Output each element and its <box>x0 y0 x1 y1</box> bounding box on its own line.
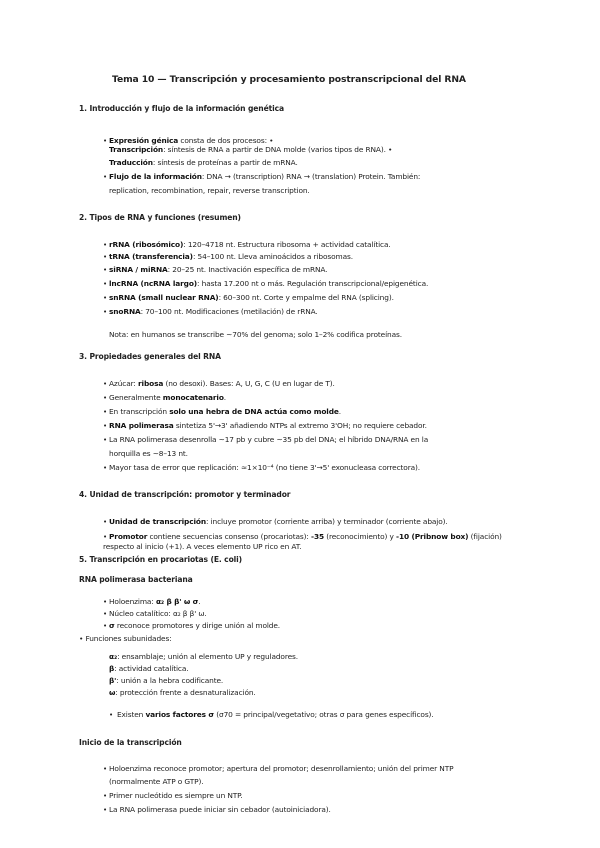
bullet: • <box>109 711 114 719</box>
bullet: • <box>103 533 108 541</box>
s1-line-2: Transcripción: síntesis de RNA a partir de DNA molde (varios tipos de RNA). • <box>109 145 393 154</box>
s1-line-3: Traducción: síntesis de proteínas a partir de mRNA. <box>109 158 298 167</box>
section-2-heading: 2. Tipos de RNA y funciones (resumen) <box>79 213 241 222</box>
s4-item-cont: respecto al inicio (+1). A veces elemento UP rico en AT. <box>103 542 302 551</box>
bullet: • <box>103 792 108 800</box>
subunit-alpha: α₂: ensamblaje; unión al elemento UP y reguladores. <box>109 652 298 661</box>
s3-item: La RNA polimerasa desenrolla ~17 pb y cubre ~35 pb del DNA; el híbrido DNA/RNA en la <box>109 435 429 444</box>
s3-item: RNA polimerasa sintetiza 5'→3' añadiendo NTPs al extremo 3'OH; no requiere cebador. <box>109 421 427 430</box>
s3-item: Azúcar: ribosa (no desoxi). Bases: A, U, G, C (U en lugar de T). <box>109 379 335 388</box>
s3-item: En transcripción solo una hebra de DNA actúa como molde. <box>109 407 342 416</box>
s5-functions-label: • Funciones subunidades: <box>79 634 172 643</box>
bullet: • <box>103 464 108 472</box>
bullet: • <box>103 173 108 181</box>
s4-item: Unidad de transcripción: incluye promotor (corriente arriba) y terminador (corriente abajo). <box>109 517 448 526</box>
rna-type-item: rRNA (ribosómico): 120–4718 nt. Estructura ribosoma + actividad catalítica. <box>109 240 391 249</box>
s2-note: Nota: en humanos se transcribe ~70% del genoma; solo 1–2% codifica proteínas. <box>109 330 402 339</box>
s1-line-4: Flujo de la información: DNA → (transcription) RNA → (translation) Protein. También: <box>109 172 421 181</box>
s5-item: Núcleo catalítico: α₂ β β' ω. <box>109 609 207 618</box>
bullet: • <box>103 408 108 416</box>
bullet: • <box>103 294 108 302</box>
section-5-heading: 5. Transcripción en procariotas (E. coli) <box>79 555 242 564</box>
bullet: • <box>103 280 108 288</box>
init-item: Holoenzima reconoce promotor; apertura del promotor; desenrollamiento; unión del primer NTP <box>109 764 454 773</box>
s3-item: Mayor tasa de error que replicación: ≈1×10⁻⁴ (no tiene 3'→5' exonucleasa correctora). <box>109 463 421 472</box>
s5-item: σ reconoce promotores y dirige unión al molde. <box>109 621 281 630</box>
bullet: • <box>103 422 108 430</box>
init-heading: Inicio de la transcripción <box>79 738 182 747</box>
s3-item-cont: horquilla es ~8–13 nt. <box>109 449 188 458</box>
bullet: • <box>103 380 108 388</box>
rna-type-item: snRNA (small nuclear RNA): 60–300 nt. Corte y empalme del RNA (splicing). <box>109 293 394 302</box>
bullet: • <box>103 394 108 402</box>
s5-item: Holoenzima: α₂ β β' ω σ. <box>109 597 201 606</box>
bullet: • <box>103 765 108 773</box>
s1-line-5: replication, recombination, repair, reverse transcription. <box>109 186 310 195</box>
section-1-heading: 1. Introducción y flujo de la información genética <box>79 104 285 113</box>
subunit-beta: β: actividad catalítica. <box>109 664 189 673</box>
bullet: • <box>103 806 108 814</box>
section-4-heading: 4. Unidad de transcripción: promotor y terminador <box>79 490 291 499</box>
s5-sigma-factors: Existen varios factores σ (σ70 = principal/vegetativo; otras σ para genes específicos). <box>117 710 434 719</box>
subunit-omega: ω: protección frente a desnaturalización. <box>109 688 256 697</box>
bullet: • <box>103 308 108 316</box>
bullet: • <box>103 266 108 274</box>
bullet: • <box>103 241 108 249</box>
s3-item: Generalmente monocatenario. <box>109 393 227 402</box>
rna-type-item: siRNA / miRNA: 20–25 nt. Inactivación específica de mRNA. <box>109 265 328 274</box>
rna-type-item: lncRNA (ncRNA largo): hasta 17.200 nt o más. Regulación transcripcional/epigenética. <box>109 279 429 288</box>
s4-item: Promotor contiene secuencias consenso (procariotas): -35 (reconocimiento) y -10 (Pribnow box) (fijación) <box>109 532 502 541</box>
init-item: La RNA polimerasa puede iniciar sin cebador (autoiniciadora). <box>109 805 331 814</box>
bullet: • <box>103 622 108 630</box>
bullet: • <box>103 137 108 145</box>
init-item-cont: (normalmente ATP o GTP). <box>109 777 204 786</box>
s5-subheading: RNA polimerasa bacteriana <box>79 575 193 584</box>
bullet: • <box>103 436 108 444</box>
rna-type-item: snoRNA: 70–100 nt. Modificaciones (metilación) de rRNA. <box>109 307 318 316</box>
document-title: Tema 10 — Transcripción y procesamiento postranscripcional del RNA <box>112 74 466 85</box>
bullet: • <box>103 518 108 526</box>
bullet: • <box>103 610 108 618</box>
rna-type-item: tRNA (transferencia): 54–100 nt. Lleva aminoácidos a ribosomas. <box>109 252 353 261</box>
section-3-heading: 3. Propiedades generales del RNA <box>79 352 221 361</box>
subunit-beta-prime: β': unión a la hebra codificante. <box>109 676 224 685</box>
bullet: • <box>103 598 108 606</box>
bullet: • <box>103 253 108 261</box>
s1-line-1: Expresión génica consta de dos procesos: • <box>109 136 274 145</box>
init-item: Primer nucleótido es siempre un NTP. <box>109 791 243 800</box>
